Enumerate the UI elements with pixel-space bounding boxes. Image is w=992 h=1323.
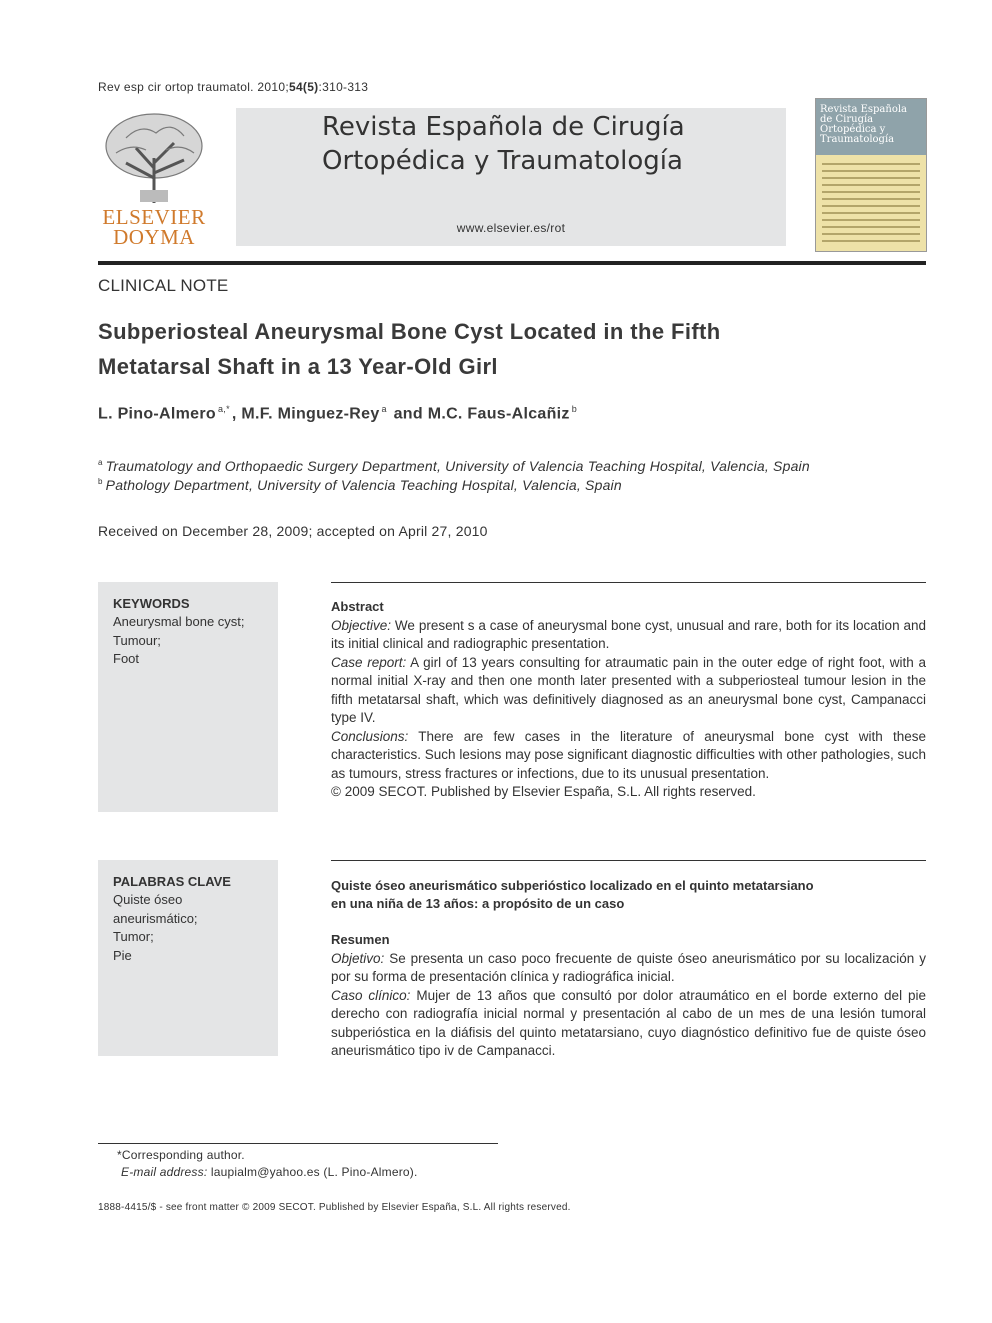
- email-note: E-mail address: laupialm@yahoo.es (L. Pino-Almero).: [121, 1165, 418, 1179]
- front-matter-footer: 1888-4415/$ - see front matter © 2009 SECOT. Published by Elsevier España, S.L. All rights reserved.: [98, 1202, 571, 1213]
- abstract-conclusions: Conclusions: There are few cases in the literature of aneurysmal bone cyst with these characteristics. Such lesions may pose significant diagnostic difficulties with other pathologies, such as tumours, stress fractures or infections, due to its unusual presentation.: [331, 728, 926, 781]
- abstract: [331, 598, 926, 802]
- journal-title: Revista Española de Cirugía Ortopédica y Traumatología: [322, 112, 685, 176]
- resumen: [331, 877, 926, 1061]
- keywords-box: [98, 582, 278, 812]
- abstract-copyright: © 2009 SECOT. Published by Elsevier España, S.L. All rights reserved.: [331, 784, 756, 799]
- keyword-item: Tumour;: [113, 632, 161, 648]
- footnote-rule: [98, 1143, 498, 1144]
- keyword-item: Pie: [113, 947, 132, 963]
- affiliation-b: $^b$ Pathology Department, University of Valencia Teaching Hospital, Valencia, Spain: [98, 477, 622, 493]
- palabras-clave-box: [98, 860, 278, 1056]
- resumen-objetivo: Objetivo: Se presenta un caso poco frecuente de quiste óseo aneurismático por su localización y por su forma de presentación clínica y radiográfica inicial.: [331, 950, 926, 984]
- spanish-title: Quiste óseo aneurismático subperióstico localizado en el quinto metatarsiano en una niña de 13 años: a propósito de un caso: [331, 878, 814, 911]
- header-rule: [98, 261, 926, 265]
- tree-icon: [96, 108, 212, 208]
- elsevier-doyma-logo-text: ELSEVIER DOYMA: [102, 205, 206, 249]
- keyword-item: Aneurysmal bone cyst;: [113, 614, 245, 629]
- keyword-item: Quiste óseo aneurismático;: [113, 892, 198, 926]
- resumen-rule: [331, 860, 926, 861]
- abstract-heading: Abstract: [331, 599, 384, 614]
- abstract-objective: Objective: We present s a case of aneurysmal bone cyst, unusual and rare, both for its location and its initial clinical and radiographic presentation.: [331, 617, 926, 651]
- cover-contents: [822, 163, 920, 247]
- keywords-heading: KEYWORDS: [113, 596, 190, 611]
- abstract-rule: [331, 582, 926, 583]
- resumen-heading: Resumen: [331, 932, 390, 947]
- journal-url[interactable]: www.elsevier.es/rot: [456, 221, 566, 235]
- palabras-clave-heading: PALABRAS CLAVE: [113, 874, 231, 889]
- article-title: Subperiosteal Aneurysmal Bone Cyst Located in the Fifth Metatarsal Shaft in a 13 Year-Old Girl: [98, 319, 721, 379]
- keyword-item: Foot: [113, 651, 140, 666]
- affiliation-a: $^a$ Traumatology and Orthopaedic Surgery Department, University of Valencia Teaching Hospital, Valencia, Spain: [98, 458, 810, 474]
- received-dates: Received on December 28, 2009; accepted on April 27, 2010: [98, 523, 488, 539]
- journal-cover-thumbnail: [815, 98, 927, 252]
- corresponding-author-note: *Corresponding author.: [117, 1148, 245, 1162]
- resumen-caso-clinico: Caso clínico: Mujer de 13 años que consultó por dolor atraumático en el borde externo del pie derecho con radiografía inicial normal y presentación al cabo de un mes de una lesión tumoral subperióstica en la diáfisis del quinto metatarsiano, cuyo diagnóstico definitivo fue de quiste óseo aneurismático tipo iv de Campanacci.: [331, 987, 926, 1058]
- abstract-case-report: Case report: A girl of 13 years consulting for atraumatic pain in the outer edge of right foot, with a normal initial X-ray and then one month later presented with a subperiosteal tumour lesion in the fifth metatarsal shaft, which was definitively diagnosed as an aneurysmal bone cyst, Campanacci type IV.: [331, 654, 926, 725]
- section-label: CLINICAL NOTE: [98, 276, 229, 295]
- cover-title: Revista Española de Cirugía Ortopédica y Traumatología: [820, 104, 908, 145]
- journal-citation: Rev esp cir ortop traumatol. 2010;54(5):310-313: [98, 80, 369, 94]
- author-list: L. Pino-Almero $^{a,*}$ , M.F. Minguez-Rey $^a$ and M.C. Faus-Alcañiz $^b$: [98, 404, 578, 423]
- keyword-item: Tumor;: [113, 929, 154, 944]
